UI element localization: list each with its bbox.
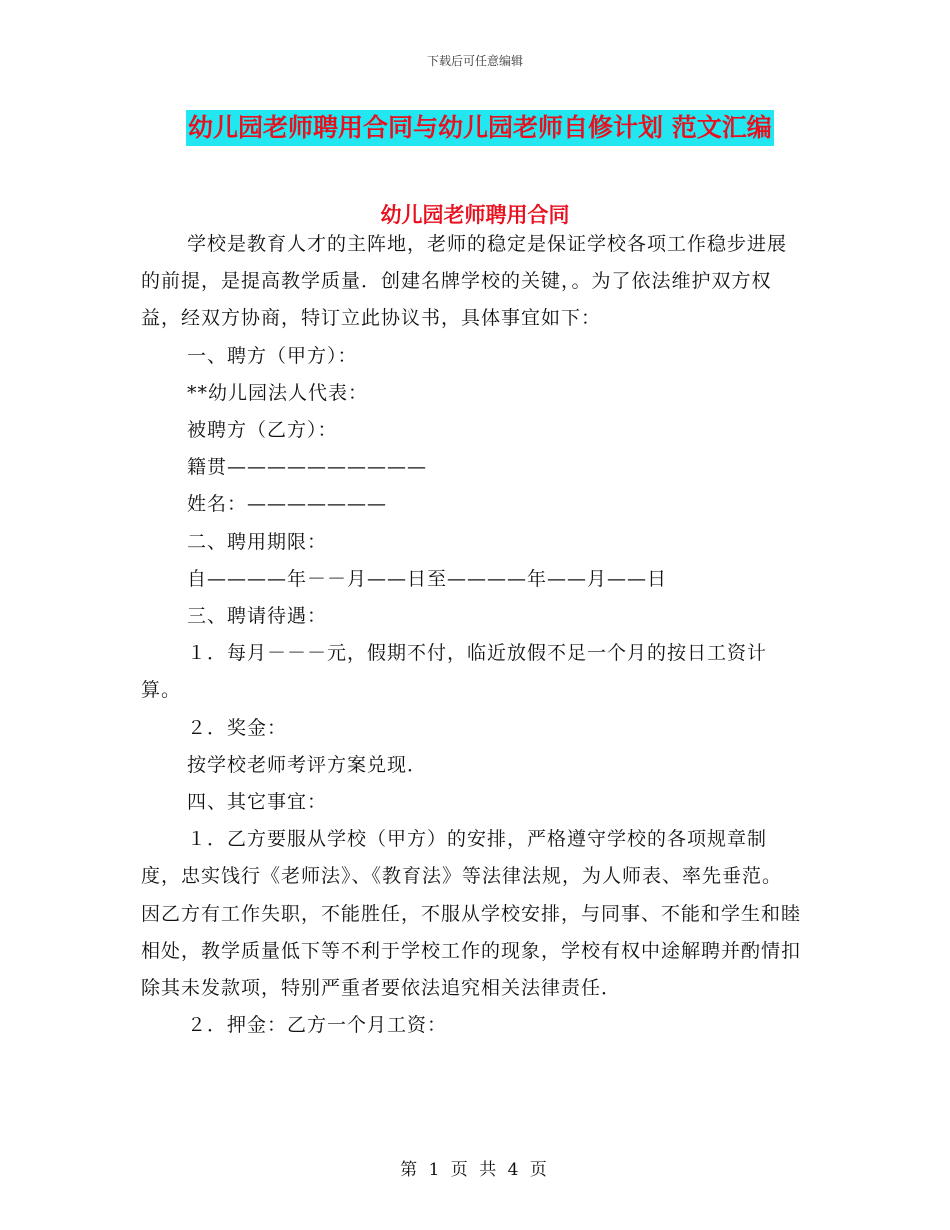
document-title: 幼儿园老师聘用合同与幼儿园老师自修计划 范文汇编 xyxy=(186,110,774,146)
paragraph-employer: 一、聘方（甲方）： xyxy=(187,344,358,367)
paragraph-intro: 学校是教育人才的主阵地，老师的稳定是保证学校各项工作稳步进展的前提，是提高教学质量．创建名牌学校的关键，。为了依法维护双方权益，经双方协商，特订立此协议书，具体事宜如下： xyxy=(141,233,788,330)
paragraph-salary: １．每月－－－元，假期不付，临近放假不足一个月的按日工资计算。 xyxy=(141,642,768,702)
document-body xyxy=(141,226,801,1044)
paragraph-other-heading: 四、其它事宜： xyxy=(187,791,328,814)
paragraph-benefits-heading: 三、聘请待遇： xyxy=(187,605,328,628)
paragraph-name: 姓名：——————— xyxy=(187,493,388,516)
paragraph-deposit: ２．押金：乙方一个月工资： xyxy=(187,1014,448,1037)
paragraph-legal-rep: **幼儿园法人代表： xyxy=(187,381,369,404)
paragraph-employee: 被聘方（乙方）： xyxy=(187,419,338,442)
header-note: 下载后可任意编辑 xyxy=(426,54,523,68)
paragraph-term-dates: 自————年－－月——日至————年——月——日 xyxy=(187,567,668,590)
paragraph-native-place: 籍贯—————————— xyxy=(187,456,428,479)
paragraph-term-heading: 二、聘用期限： xyxy=(187,530,328,553)
page-number: 第 1 页 共 4 页 xyxy=(400,1160,550,1180)
section-title: 幼儿园老师聘用合同 xyxy=(380,203,570,227)
paragraph-bonus: 按学校老师考评方案兑现． xyxy=(187,753,428,776)
paragraph-bonus-heading: ２．奖金： xyxy=(187,716,288,739)
paragraph-obligations: １．乙方要服从学校（甲方）的安排，严格遵守学校的各项规章制度，忠实饯行《老师法》、《教育法》等法律法规，为人师表、率先垂范。因乙方有工作失职，不能胜任，不服从学校安排，与同事、不能和学生和睦相处，教学质量低下等不利于学校工作的现象，学校有权中途解聘并酌情扣除其未发款项，特别严重者要依法追究相关法律责任． xyxy=(141,828,802,1000)
